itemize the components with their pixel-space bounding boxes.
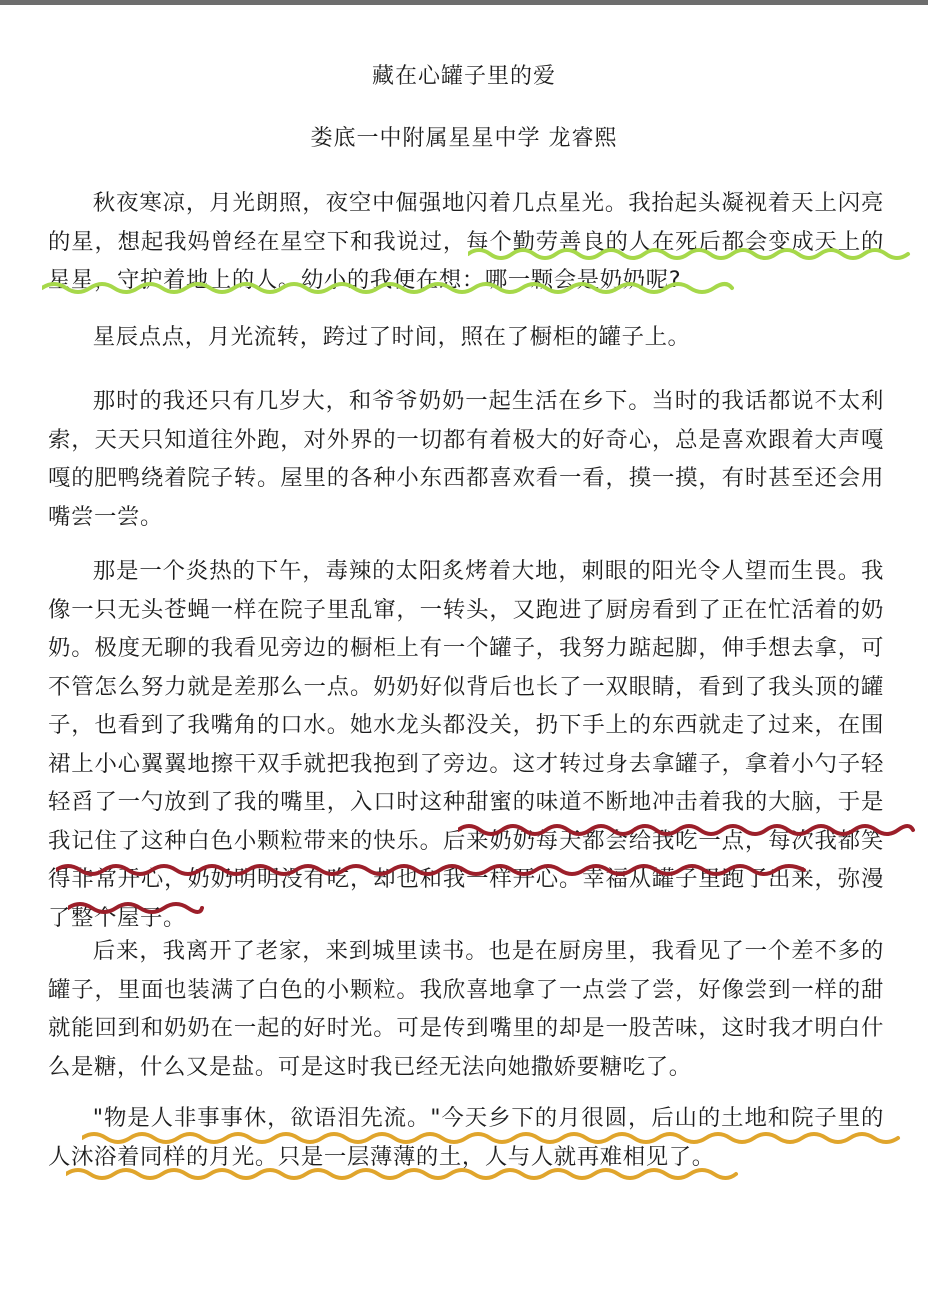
- paragraph-3: 那时的我还只有几岁大，和爷爷奶奶一起生活在乡下。当时的我话都说不太利索，天天只知道往外跑，对外界的一切都有着极大的好奇心，总是喜欢跟着大声嘎嘎的肥鸭绕着院子转。屋里的各种小东西都喜欢看一看，摸一摸，有时甚至还会用嘴尝一尝。: [48, 388, 884, 530]
- paragraph-1: 秋夜寒凉，月光朗照，夜空中倔强地闪着几点星光。我抬起头凝视着天上闪亮的星，想起我妈曾经在星空下和我说过，每个勤劳善良的人在死后都会变成天上的星星，守护着地上的人。幼小的我便在想：哪一颗会是奶奶呢?: [48, 190, 884, 293]
- top-border-line: [0, 0, 928, 5]
- paragraph-6: "物是人非事事休，欲语泪先流。"今天乡下的月很圆，后山的土地和院子里的人沐浴着同样的月光。只是一层薄薄的土，人与人就再难相见了。: [48, 1105, 884, 1170]
- paragraph-5: 后来，我离开了老家，来到城里读书。也是在厨房里，我看见了一个差不多的罐子，里面也装满了白色的小颗粒。我欣喜地拿了一点尝了尝，好像尝到一样的甜就能回到和奶奶在一起的好时光。可是传到嘴里的却是一股苦味，这时我才明白什么是糖，什么又是盐。可是这时我已经无法向她撒娇要糖吃了。: [48, 938, 884, 1080]
- essay-title: 藏在心罐子里的爱: [371, 64, 556, 89]
- paragraph-4: 那是一个炎热的下午，毒辣的太阳炙烤着大地，刺眼的阳光令人望而生畏。我像一只无头苍蝇一样在院子里乱窜，一转头，又跑进了厨房看到了正在忙活着的奶奶。极度无聊的我看见旁边的橱柜上有一个罐子，我努力踮起脚，伸手想去拿，可不管怎么努力就是差那么一点。奶奶好似背后也长了一双眼睛，看到了我头顶的罐子，也看到了我嘴角的口水。她水龙头都没关，扔下手上的东西就走了过来，在围裙上小心翼翼地擦干双手就把我抱到了旁边。这才转过身去拿罐子，拿着小勺子轻轻舀了一勺放到了我的嘴里，入口时这种甜蜜的味道不断地冲击着我的大脑，于是我记住了这种白色小颗粒带来的快乐。后来奶奶每天都会给我吃一点，每次我都笑得非常开心，奶奶明明没有吃，却也和我一样开心。幸福从罐子里跑了出来，弥漫了整个屋子。: [48, 558, 884, 931]
- author-line: 娄底一中附属星星中学 龙睿熙: [310, 126, 618, 151]
- paragraph-2: 星辰点点，月光流转，跨过了时间，照在了橱柜的罐子上。: [92, 324, 691, 350]
